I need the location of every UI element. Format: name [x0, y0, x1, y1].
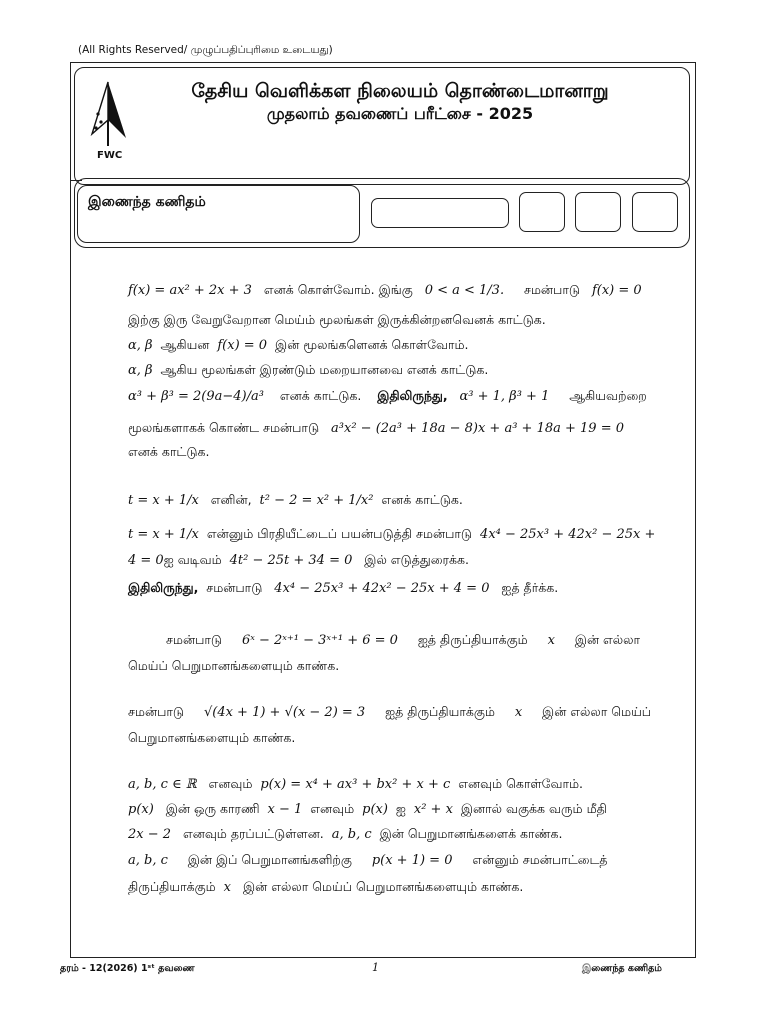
q2-line-2: t = x + 1/x என்னும் பிரதியீட்டைப் பயன்படுத்தி சமன்பாடு 4x⁴ − 25x³ + 42x² − 25x +	[128, 526, 656, 542]
q1-line-5: α³ + β³ = 2(9a−4)/a³ எனக் காட்டுக. இதிலிருந்து, α³ + 1, β³ + 1 ஆகியவற்றை	[128, 388, 647, 404]
q1-line-7: எனக் காட்டுக.	[128, 444, 210, 459]
q4-line-2: பெறுமானங்களையும் காண்க.	[128, 730, 296, 745]
header-subtitle: முதலாம் தவணைப் பரீட்சை - 2025	[266, 104, 534, 123]
q3-line-1: சமன்பாடு 6ˣ − 2ˣ⁺¹ − 3ˣ⁺¹ + 6 = 0 ஐத் திருப்தியாக்கும் x இன் எல்லா	[166, 632, 641, 648]
q5-line-2: p(x) இன் ஒரு காரணி x − 1 எனவும் p(x) ஐ x² + x இனால் வகுக்க வரும் மீதி	[128, 801, 607, 817]
q1-line-2: இற்கு இரு வேறுவேறான மெய்ம் மூலங்கள் இருக்கின்றனவெனக் காட்டுக.	[128, 312, 546, 327]
logo-text: FWC	[97, 150, 123, 161]
q2-line-4: இதிலிருந்து, சமன்பாடு 4x⁴ − 25x³ + 42x² − 25x + 4 = 0 ஐத் தீர்க்க.	[128, 580, 559, 596]
footer-grade: தரம் - 12(2026) 1ˢᵗ தவணை	[60, 963, 195, 974]
footer-subject: இணைந்த கணிதம்	[582, 963, 662, 974]
q2-line-3: 4 = 0ஐ வடிவம் 4t² − 25t + 34 = 0 இல் எடுத்துரைக்க.	[128, 552, 469, 568]
q1-line-4: α, β ஆகிய மூலங்கள் இரண்டும் மறையானவை எனக் காட்டுக.	[128, 362, 489, 378]
q5-line-1: a, b, c ∈ ℝ எனவும் p(x) = x⁴ + ax³ + bx² + x + c எனவும் கொள்வோம்.	[128, 776, 584, 792]
q3-line-2: மெய்ப் பெறுமானங்களையும் காண்க.	[128, 658, 340, 673]
page-number: 1	[372, 961, 379, 974]
fwc-logo-icon	[84, 80, 134, 148]
q5-line-3: 2x − 2 எனவும் தரப்பட்டுள்ளன. a, b, c இன் பெறுமானங்களைக் காண்க.	[128, 826, 563, 842]
q1-line-3: α, β ஆகியன f(x) = 0 இன் மூலங்களெனக் கொள்வோம்.	[128, 337, 469, 353]
q1-line-1: f(x) = ax² + 2x + 3 எனக் கொள்வோம். இங்கு 0 < a < 1/3. சமன்பாடு f(x) = 0	[128, 282, 642, 298]
mark-box-3[interactable]	[632, 192, 678, 232]
q5-line-5: திருப்தியாக்கும் x இன் எல்லா மெய்ப் பெறுமானங்களையும் காண்க.	[128, 879, 524, 895]
q5-line-4: a, b, c இன் இப் பெறுமானங்களிற்கு p(x + 1) = 0 என்னும் சமன்பாட்டைத்	[128, 852, 608, 868]
q2-line-1: t = x + 1/x எனின், t² − 2 = x² + 1/x² எனக் காட்டுக.	[128, 492, 463, 508]
mark-box-1[interactable]	[519, 192, 565, 232]
q4-line-1: சமன்பாடு √(4x + 1) + √(x − 2) = 3 ஐத் திருப்தியாக்கும் x இன் எல்லா மெய்ப்	[128, 704, 652, 720]
q1-line-6: மூலங்களாகக் கொண்ட சமன்பாடு a³x² − (2a³ + 18a − 8)x + a³ + 18a + 19 = 0	[128, 420, 624, 436]
index-number-field[interactable]	[371, 198, 509, 228]
subject-label: இணைந்த கணிதம்	[88, 194, 206, 210]
header-title: தேசிய வெளிக்கள நிலையம் தொண்டைமானாறு	[191, 80, 609, 102]
rights-notice: (All Rights Reserved/ முழுப்பதிப்புரிமை உடையது)	[78, 44, 333, 56]
mark-box-2[interactable]	[575, 192, 621, 232]
